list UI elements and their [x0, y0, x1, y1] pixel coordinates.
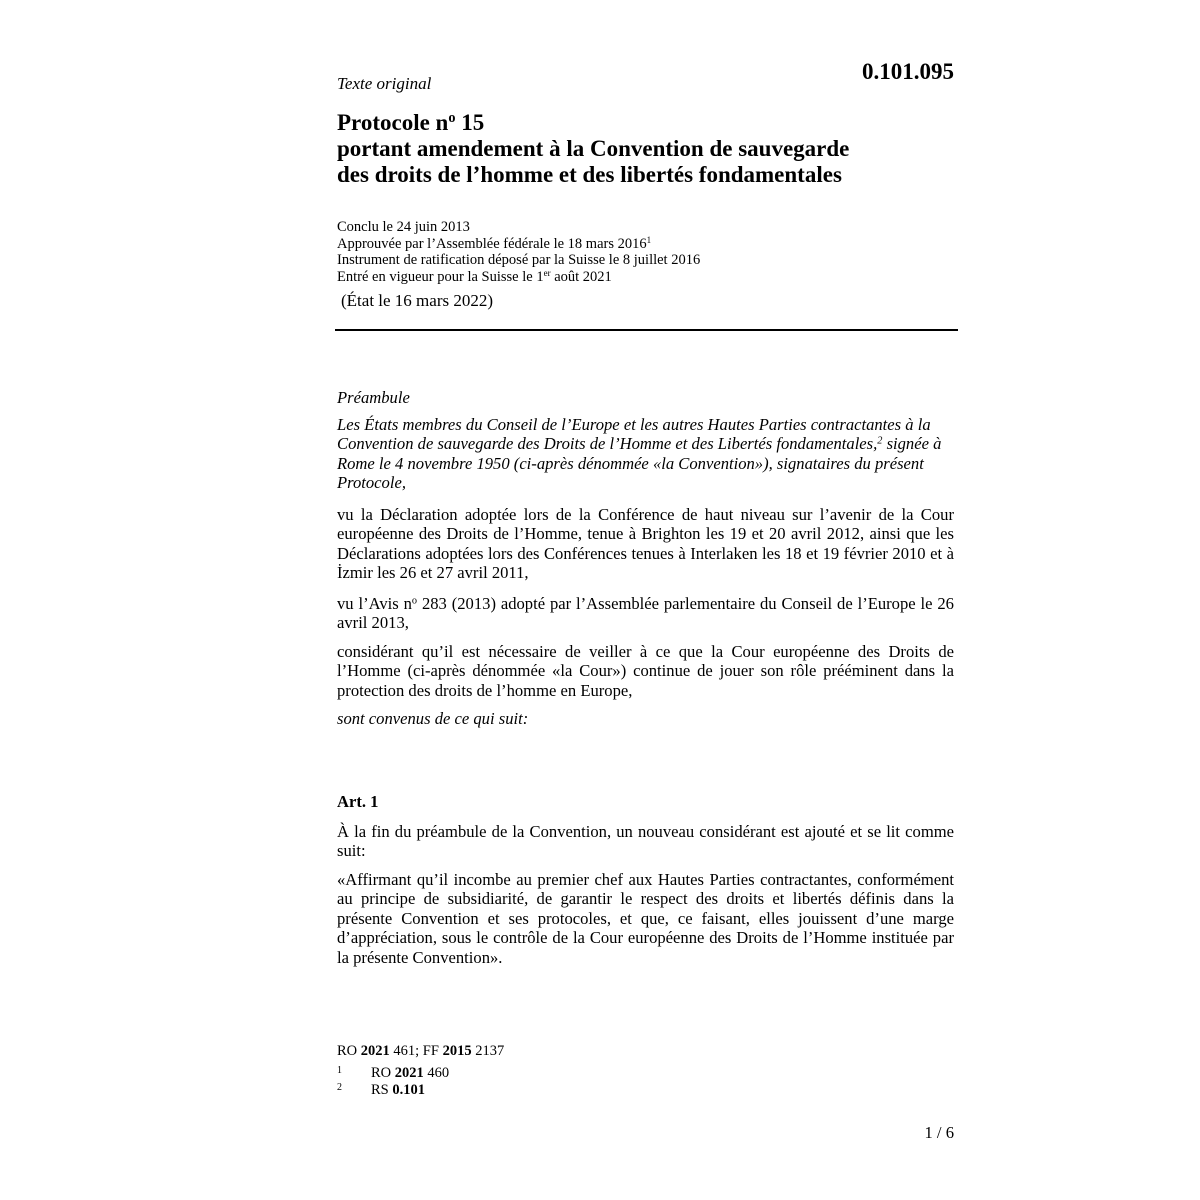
footnote: 1 RO 2021 460 [337, 1065, 450, 1081]
document-title [337, 110, 957, 188]
title-line-2: portant amendement à la Convention de sauvegarde [337, 136, 850, 161]
header-divider [335, 329, 958, 331]
concluded-date: Conclu le 24 juin 2013 [337, 219, 470, 235]
title-line-1: Protocole $n^o$ 15 [337, 110, 485, 135]
preamble-closing: sont convenus de ce qui suit: [337, 709, 529, 728]
instrument-date: Instrument de ratification déposé par la Suisse le 8 juillet 2016 [337, 252, 701, 268]
sr-number: 0.101.095 [862, 59, 954, 84]
dates-block [337, 219, 957, 285]
article-title: Art. 1 [337, 792, 379, 811]
title-line-3: des droits de l’homme et des libertés fondamentales [337, 162, 842, 187]
article-paragraph: À la fin du préambule de la Convention, un nouveau considérant est ajouté et se lit comme suit: [337, 822, 954, 861]
state-date: (État le 16 mars 2022) [341, 291, 494, 310]
footnote-marker[interactable]: 2 [877, 435, 883, 447]
preamble-paragraph: vu la Déclaration adoptée lors de la Conférence de haut niveau sur l’avenir de la Cour européenne des Droits de l’Homme, tenue à Brighton les 19 et 20 avril 2012, ainsi que les Déclarations adoptées lors des Conférences tenues à Interlaken les 18 et 19 février 2010 et à İzmir les 26 et 27 avril 2011, [337, 505, 954, 583]
article-paragraph: «Affirmant qu’il incombe au premier chef aux Hautes Parties contractantes, conformément au principe de subsidiarité, de garantir le respect des droits et libertés définis dans la présente Convention et ses protocoles, et que, ce faisant, elles jouissent d’une marge d’appréciation, sous le contrôle de la Cour européenne des Droits de l’Homme instituée par la présente Convention». [337, 870, 954, 967]
preamble-paragraph: vu l’Avis $n^o$ 283 (2013) adopté par l’Assemblée parlementaire du Conseil de l’Europe le 26 avril 2013, [337, 594, 954, 633]
approved-date: Approuvée par l’Assemblée fédérale le 18 mars 2016$^1$ [337, 234, 652, 252]
preamble-heading: Préambule [337, 388, 410, 407]
publication-reference: RO 2021 461; FF 2015 2137 [337, 1043, 505, 1059]
footnote: 2 RS 0.101 [337, 1082, 425, 1098]
preamble-paragraph: considérant qu’il est nécessaire de veiller à ce que la Cour européenne des Droits de l’Homme (ci-après dénommée «la Cour») continue de jouer son rôle prééminent dans la protection des droits de l’homme en Europe, [337, 642, 954, 700]
page-number: 1 / 6 [924, 1123, 954, 1142]
footnote-marker[interactable]: 1 [646, 234, 652, 245]
entry-into-force-date: Entré en vigueur pour la Suisse le 1er août 2021 [337, 267, 612, 285]
original-text-label: Texte original [337, 74, 432, 93]
preamble-intro: Les États membres du Conseil de l’Europe et les autres Hautes Parties contractantes à la Convention de sauvegarde des Droits de l’Homme et des Libertés fondamentales,$^2$ signée à Rome le 4 novembre 1950 (ci-après dénommée «la Convention»), signataires du présent Protocole, [337, 415, 942, 493]
